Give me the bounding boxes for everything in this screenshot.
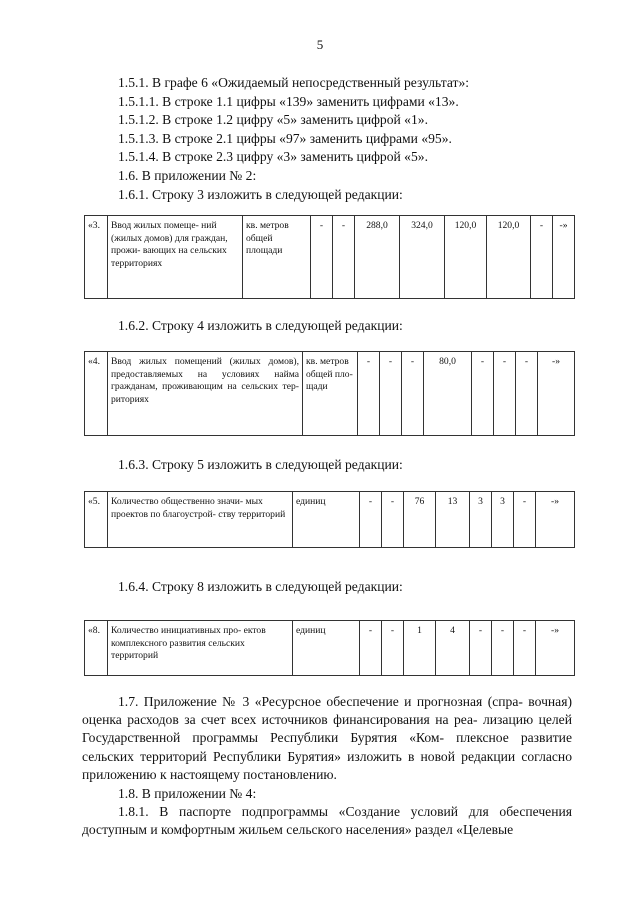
value-cell: - — [514, 621, 536, 676]
amendment-line: 1.5.1.3. В строке 2.1 цифры «97» заменить цифрами «95». — [118, 130, 452, 146]
table-row-4 — [84, 351, 575, 436]
row-number: «3. — [85, 216, 108, 299]
amendment-line: 1.5.1.2. В строке 1.2 цифру «5» заменить цифрой «1». — [118, 112, 428, 128]
table-row-5 — [84, 491, 575, 548]
indicator-name: Количество общественно значи- мых проектов по благоустрой- ству территорий — [108, 492, 293, 548]
value-cell: - — [402, 352, 424, 436]
value-cell: -» — [538, 352, 575, 436]
indicator-name: Количество инициативных про- ектов комплексного развития сельских территорий — [108, 621, 293, 676]
paragraph-1-8: 1.8. В приложении № 4: — [118, 786, 257, 801]
value-cell: - — [382, 621, 404, 676]
unit: единиц — [293, 492, 360, 548]
section-heading: 1.6.2. Строку 4 изложить в следующей редакции: — [118, 318, 403, 333]
value-cell: 3 — [470, 492, 492, 548]
amendment-list — [118, 74, 469, 204]
table-row-8 — [84, 620, 575, 676]
amendment-line: 1.6. В приложении № 2: — [118, 167, 257, 183]
value-cell: 76 — [404, 492, 436, 548]
value-cell: - — [380, 352, 402, 436]
value-cell: -» — [536, 492, 575, 548]
section-heading: 1.6.4. Строку 8 изложить в следующей редакции: — [118, 579, 403, 594]
table-row-3 — [84, 215, 575, 299]
row-number: «8. — [85, 621, 108, 676]
section-heading: 1.6.3. Строку 5 изложить в следующей редакции: — [118, 457, 403, 472]
paragraph-1-8-1: 1.8.1. В паспорте подпрограммы «Создание условий для обеспечения доступным и комфортным жильем сельского населения» раздел «Целевые — [82, 804, 572, 838]
value-cell: 80,0 — [424, 352, 472, 436]
paragraph-1-7: 1.7. Приложение № 3 «Ресурсное обеспечение и прогнозная (спра- вочная) оценка расходов за счет всех источников финансирования на реа- лизацию целей Государственной программы Республики Бурятия «Ком- плексное развитие сельских территорий Республики Бурятия» изложить в новой редакции согласно приложению к настоящему постановлению. — [82, 694, 572, 782]
row-number: «5. — [85, 492, 108, 548]
value-cell: - — [531, 216, 553, 299]
value-cell: - — [311, 216, 333, 299]
amendment-line: 1.5.1. В графе 6 «Ожидаемый непосредственный результат»: — [118, 75, 470, 90]
value-cell: - — [492, 621, 514, 676]
unit: кв. метров общей пло- щади — [303, 352, 358, 436]
value-cell: - — [360, 492, 382, 548]
value-cell: -» — [553, 216, 575, 299]
value-cell: 1 — [404, 621, 436, 676]
value-cell: 288,0 — [355, 216, 400, 299]
value-cell: - — [516, 352, 538, 436]
value-cell: 120,0 — [445, 216, 487, 299]
row-number: «4. — [85, 352, 108, 436]
indicator-name: Ввод жилых помеще- ний (жилых домов) для граждан, прожи- вающих на сельских территориях — [108, 216, 243, 299]
amendment-line: 1.5.1.4. В строке 2.3 цифру «3» заменить цифрой «5». — [118, 149, 428, 165]
value-cell: - — [472, 352, 494, 436]
value-cell: 120,0 — [487, 216, 531, 299]
value-cell: -» — [536, 621, 575, 676]
value-cell: - — [514, 492, 536, 548]
value-cell: 324,0 — [400, 216, 445, 299]
amendment-line: 1.6.1. Строку 3 изложить в следующей редакции: — [118, 186, 403, 202]
value-cell: - — [494, 352, 516, 436]
unit: кв. метров общей площади — [243, 216, 311, 299]
value-cell: 3 — [492, 492, 514, 548]
unit: единиц — [293, 621, 360, 676]
value-cell: - — [470, 621, 492, 676]
value-cell: - — [360, 621, 382, 676]
page-number: 5 — [316, 37, 324, 52]
value-cell: 13 — [436, 492, 470, 548]
value-cell: - — [358, 352, 380, 436]
value-cell: - — [333, 216, 355, 299]
value-cell: - — [382, 492, 404, 548]
indicator-name: Ввод жилых помещений (жилых домов), предоставляемых на условиях найма гражданам, проживающим на сельских тер- риториях — [108, 352, 303, 436]
value-cell: 4 — [436, 621, 470, 676]
amendment-line: 1.5.1.1. В строке 1.1 цифры «139» заменить цифрами «13». — [118, 93, 459, 109]
